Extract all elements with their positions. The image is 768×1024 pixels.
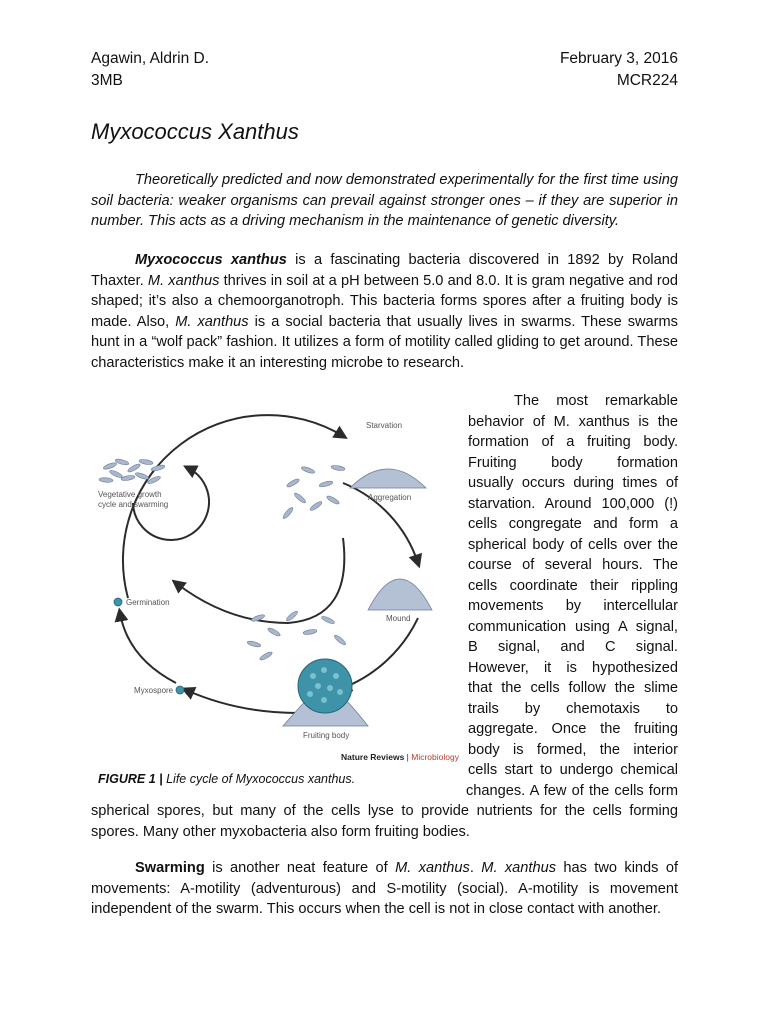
dispersing-cells <box>247 610 347 662</box>
p2-line-5: usually occurs during times of <box>468 475 678 491</box>
swarming-text-2: . <box>469 860 482 876</box>
figure-credit <box>341 752 460 762</box>
p2-line-4: Fruiting body formation <box>468 454 678 471</box>
intro-text-3: is a social bacteria that usually lives in swarms. These swarms hunt in a “wolf pack” fashion. It utilizes a form of motility called gliding to get around. These characteristics make it an interesting microbe to research. <box>91 313 678 371</box>
label-mound: Mound <box>386 614 411 623</box>
p2-line-13: B signal, and C signal. <box>468 639 678 655</box>
cycle-arrow-left <box>120 613 176 683</box>
reversal-arrow <box>176 538 344 623</box>
label-vegetative-2: cycle and swarming <box>98 500 169 509</box>
mound-shape <box>368 579 432 610</box>
fruiting-body-paragraph <box>468 391 678 781</box>
label-starvation: Starvation <box>366 421 403 430</box>
swarming-italic-2: M. xanthus <box>481 860 556 876</box>
p2-continuation: spherical spores, but many of the cells lyse to provide nutrients for the cells forming spores. Many other myxobacteria also form fruiting bodies. <box>91 803 678 840</box>
section-code: 3MB <box>91 72 123 89</box>
p2-line-15: that the cells follow the slime <box>468 680 678 696</box>
p2-line-14: However, it is hypothesized <box>468 659 678 676</box>
abstract-paragraph: Theoretically predicted and now demonstrated experimentally for the first time using soil bacteria: weaker organisms can prevail against stronger ones – if they are superior in number. This acts as a driving mechanism in the maintenance of genetic diversity. <box>91 172 678 229</box>
figure-caption <box>98 770 355 788</box>
p2-line-1: The most remarkable <box>514 393 678 409</box>
p2-line-12: communication using A signal, <box>468 618 678 635</box>
label-myxospore: Myxospore <box>134 686 174 695</box>
p2-line-18: body is formed, the interior <box>468 741 678 758</box>
label-aggregation: Aggregation <box>368 493 412 502</box>
swarming-italic-1: M. xanthus <box>395 860 470 876</box>
cycle-arrow-lower-right <box>343 618 418 688</box>
p2-line-2: behavior of M. xanthus is the <box>468 413 678 430</box>
intro-text-1: is a fascinating bacteria discovered in 1892 by Roland Thaxter. <box>91 252 678 289</box>
p2-line-9: course of several hours. The <box>468 557 678 573</box>
cycle-arrow-bottom <box>186 690 298 713</box>
intro-paragraph <box>91 250 678 373</box>
p2-line-17: aggregate. Once the fruiting <box>468 721 678 737</box>
swarming-text-1: is another neat feature of <box>204 860 396 876</box>
intro-text-2: thrives in soil at a pH between 5.0 and 8.0. It is gram negative and rod shaped; it’s also a chemoorganotroph. This bacteria forms spores after a fruiting body is made. Also, <box>91 272 678 330</box>
p2-line-20: changes. A few of the cells form <box>466 783 678 799</box>
p2-line-8: spherical body of cells over the <box>468 536 678 553</box>
label-fruiting-body: Fruiting body <box>303 731 350 740</box>
p2-line-16: trails by chemotaxis to <box>468 700 678 717</box>
intro-italic-2: M. xanthus <box>175 313 249 330</box>
author-name: Agawin, Aldrin D. <box>91 50 210 67</box>
life-cycle-figure <box>88 388 466 768</box>
swarming-text-3: has two kinds of movements: A-motility (adventurous) and S-motility (social). A-motility is movement independent of the swarm. This occurs when the cell is not in close contact with another. <box>91 860 679 917</box>
credit-journal: Nature Reviews <box>341 752 405 762</box>
course-code: MCR224 <box>616 72 678 89</box>
credit-field: Microbiology <box>411 752 459 762</box>
p2-line-7: cells congregate and form a <box>468 516 678 532</box>
document-date: February 3, 2016 <box>559 50 678 67</box>
p2-line-6: starvation. Around 100,000 (!) <box>468 495 678 512</box>
figure-caption-label: FIGURE 1 | <box>98 772 163 786</box>
swarming-paragraph <box>91 858 678 920</box>
page-title: Myxococcus Xanthus <box>91 119 299 144</box>
p2-line-3: formation of a fruiting body. <box>468 434 678 450</box>
label-germination: Germination <box>126 598 170 607</box>
intro-lead: Myxococcus xanthus <box>135 252 287 268</box>
germination-spore <box>114 598 122 606</box>
swarming-lead: Swarming <box>135 860 205 876</box>
aggregation-pile <box>350 469 426 488</box>
fruiting-body-head <box>298 659 352 713</box>
vegetative-cells <box>99 458 165 485</box>
label-vegetative-1: Vegetative growth <box>98 490 162 499</box>
myxospore-dot <box>176 686 184 694</box>
life-cycle-diagram <box>88 388 466 768</box>
scattered-cells <box>282 465 345 520</box>
p2-line-11: movements by intercellular <box>468 598 678 614</box>
p2-line-10: cells coordinate their rippling <box>468 577 678 594</box>
credit-separator: | <box>404 752 412 762</box>
p2-line-19: cells start to undergo chemical <box>468 762 678 778</box>
intro-italic-1: M. xanthus <box>147 272 220 289</box>
figure-caption-text: Life cycle of Myxococcus xanthus. <box>162 772 356 786</box>
